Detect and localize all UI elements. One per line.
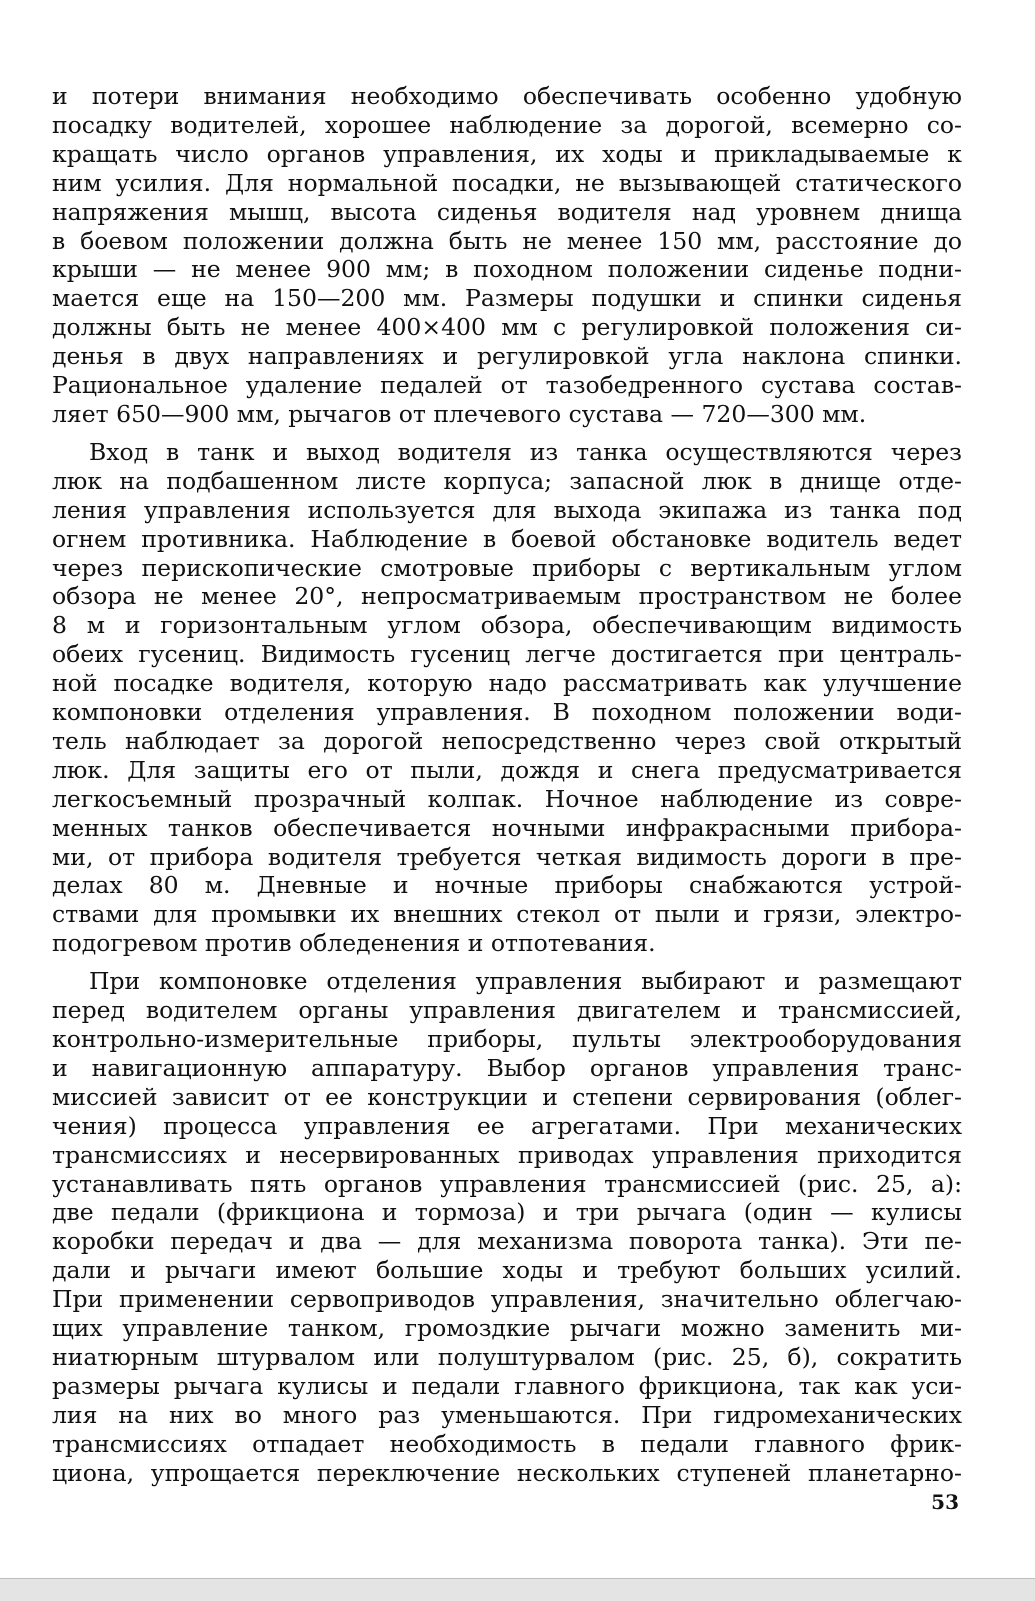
text-line: ляет 650—900 мм, рычагов от плечевого сустава — 720—300 мм. — [52, 399, 867, 428]
text-line: люк на подбашенном листе корпуса; запасной люк в днище отде- — [52, 466, 962, 495]
text-line: кращать число органов управления, их ходы и прикладываемые к — [52, 139, 962, 168]
text-line: должны быть не менее 400×400 мм с регулировкой положения си- — [52, 313, 962, 342]
text-line: перед водителем органы управления двигателем и трансмиссией, — [52, 996, 962, 1025]
text-line: ним усилия. Для нормальной посадки, не вызывающей статического — [52, 168, 962, 197]
paragraph-2 — [52, 438, 962, 958]
text-line: При компоновке отделения управления выбирают и размещают — [89, 967, 962, 996]
text-line: подогревом против обледенения и отпотевания. — [52, 929, 656, 958]
text-line: ления управления используется для выхода экипажа из танка под — [52, 495, 962, 524]
text-line: миссией зависит от ее конструкции и степени сервирования (облег- — [52, 1082, 962, 1111]
text-line: обзора не менее 20°, непросматриваемым пространством не более — [52, 582, 962, 611]
paragraph-1 — [52, 82, 962, 429]
text-line: крыши — не менее 900 мм; в походном положении сиденье подни- — [52, 255, 962, 284]
text-line: огнем противника. Наблюдение в боевой обстановке водитель ведет — [52, 524, 962, 553]
text-line: ствами для промывки их внешних стекол от пыли и грязи, электро- — [52, 900, 962, 929]
text-line: денья в двух направлениях и регулировкой угла наклона спинки. — [52, 342, 962, 371]
text-line: дали и рычаги имеют большие ходы и требуют больших усилий. — [52, 1256, 962, 1285]
text-line: в боевом положении должна быть не менее 150 мм, расстояние до — [52, 226, 962, 255]
text-line: ной посадке водителя, которую надо рассматривать как улучшение — [52, 669, 962, 698]
text-line: напряжения мышц, высота сиденья водителя над уровнем днища — [52, 197, 962, 226]
text-line: две педали (фрикциона и тормоза) и три рычага (один — кулисы — [52, 1198, 962, 1227]
text-line: и потери внимания необходимо обеспечивать особенно удобную — [52, 82, 962, 110]
text-line: легкосъемный прозрачный колпак. Ночное наблюдение из совре- — [52, 784, 962, 813]
scan-bottom-edge — [0, 1578, 1035, 1601]
text-line: устанавливать пять органов управления трансмиссией (рис. 25, а): — [52, 1169, 962, 1198]
text-line: чения) процесса управления ее агрегатами. При механических — [52, 1111, 962, 1140]
paragraph-3 — [52, 967, 962, 1487]
text-line: циона, упрощается переключение нескольких ступеней планетарно- — [52, 1458, 962, 1487]
text-line: ниатюрным штурвалом или полуштурвалом (рис. 25, б), сократить — [52, 1342, 962, 1371]
text-line: трансмиссиях и несервированных приводах управления приходится — [52, 1140, 962, 1169]
page-body-text — [52, 82, 962, 1497]
text-line: компоновки отделения управления. В походном положении води- — [52, 698, 962, 727]
text-line: тель наблюдает за дорогой непосредственно через свой открытый — [52, 726, 962, 755]
text-line: Вход в танк и выход водителя из танка осуществляются через — [89, 437, 962, 466]
text-line: мается еще на 150—200 мм. Размеры подушки и спинки сиденья — [52, 284, 962, 313]
text-line: коробки передач и два — для механизма поворота танка). Эти пе- — [52, 1227, 962, 1256]
text-line: лия на них во много раз уменьшаются. При гидромеханических — [52, 1400, 962, 1429]
text-line: размеры рычага кулисы и педали главного фрикциона, так как уси- — [52, 1371, 962, 1400]
text-line: делах 80 м. Дневные и ночные приборы снабжаются устрой- — [52, 871, 962, 900]
text-line: через перископические смотровые приборы с вертикальным углом — [52, 553, 962, 582]
text-line: менных танков обеспечивается ночными инфракрасными прибора- — [52, 813, 962, 842]
text-line: и навигационную аппаратуру. Выбор органов управления транс- — [52, 1053, 962, 1082]
text-line: люк. Для защиты его от пыли, дождя и снега предусматривается — [52, 755, 962, 784]
page-number: 53 — [931, 1490, 959, 1514]
text-line: контрольно-измерительные приборы, пульты электрооборудования — [52, 1025, 962, 1053]
text-line: 8 м и горизонтальным углом обзора, обеспечивающим видимость — [52, 611, 962, 640]
text-line: посадку водителей, хорошее наблюдение за дорогой, всемерно со- — [52, 110, 962, 139]
text-line: обеих гусениц. Видимость гусениц легче достигается при централь- — [52, 640, 962, 669]
text-line: Рациональное удаление педалей от тазобедренного сустава состав- — [52, 371, 962, 400]
text-line: трансмиссиях отпадает необходимость в педали главного фрик- — [52, 1429, 962, 1458]
text-line: ми, от прибора водителя требуется четкая видимость дороги в пре- — [52, 842, 962, 871]
text-line: При применении сервоприводов управления, значительно облегчаю- — [52, 1285, 962, 1314]
text-line: щих управление танком, громоздкие рычаги можно заменить ми- — [52, 1314, 962, 1343]
